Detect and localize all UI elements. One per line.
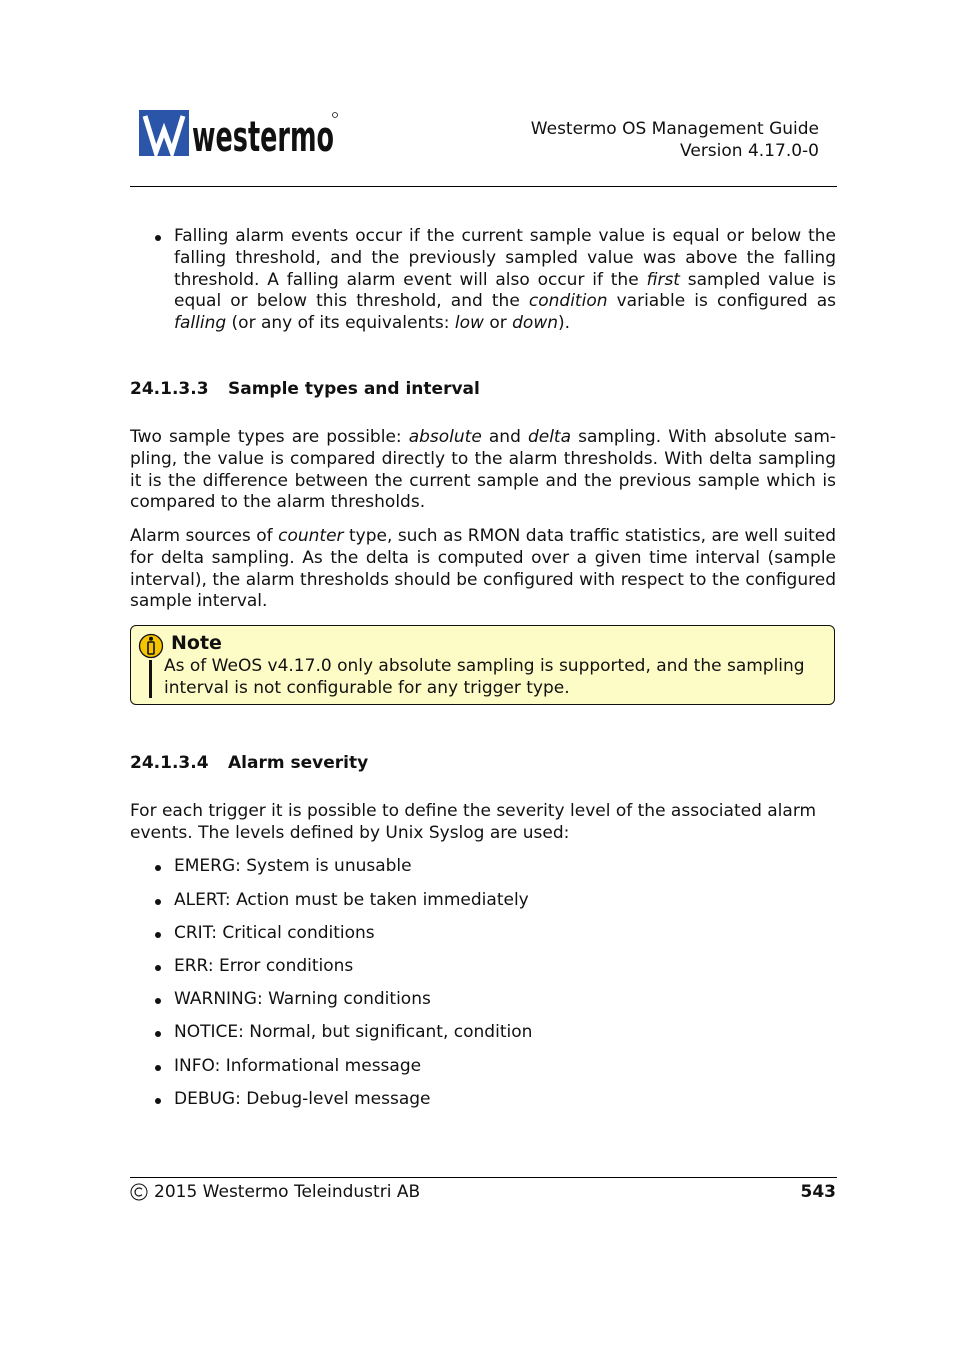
bullet-dot [155, 865, 163, 873]
list-item: CRIT: Critical conditions [174, 923, 375, 943]
section-title: Alarm severity [228, 753, 369, 773]
sample-types-paragraph: Two sample types are possible: absolute and delta sampling. With absolute sam-pling, the value is compared directly to the alarm thresholds. With delta sampling it is the difference between the current sample and the previous sample which is compared to the alarm thresholds. [130, 427, 837, 513]
list-item: ALERT: Action must be taken immediately [174, 890, 529, 910]
bullet-dot [155, 1031, 163, 1039]
note-side-bar [149, 660, 152, 698]
bullet-dot [155, 998, 163, 1006]
section-title: Sample types and interval [228, 379, 480, 399]
falling-alarm-paragraph: Falling alarm events occur if the current sample value is equal or below the falling threshold, and the previously sampled value was above the falling threshold. A falling alarm event will also occur if the first sampled value is equal or below this threshold, and the condition variable is configured as falling (or any of its equivalents: low or down). [174, 226, 837, 334]
list-item: INFO: Informational message [174, 1056, 422, 1076]
guide-version: Version 4.17.0-0 [680, 141, 819, 161]
bullet-dot [155, 1065, 163, 1073]
section-heading-alarm-severity [130, 753, 368, 773]
footer-divider [130, 1177, 837, 1178]
guide-title: Westermo OS Management Guide [530, 119, 819, 139]
list-item: EMERG: System is unusable [174, 856, 412, 876]
severity-intro-paragraph: For each trigger it is possible to define the severity level of the associated alarm events. The levels defined by Unix Syslog are used: [130, 801, 817, 843]
section-heading-sample-types [130, 379, 480, 399]
counter-sources-paragraph: Alarm sources of counter type, such as RMON data traffic statistics, are well suited for delta sampling. As the delta is computed over a given time interval (sample interval), the alarm thresholds should be configured with respect to the configured sample interval. [130, 526, 837, 612]
list-item: NOTICE: Normal, but significant, condition [174, 1022, 533, 1042]
header-divider [130, 186, 837, 187]
page-number: 543 [800, 1182, 836, 1202]
list-item: WARNING: Warning conditions [174, 989, 431, 1009]
copyright-icon [130, 1183, 148, 1201]
bullet-dot [155, 235, 163, 243]
bullet-dot [155, 1098, 163, 1106]
info-icon [138, 633, 164, 659]
document-header [531, 118, 819, 162]
note-body: As of WeOS v4.17.0 only absolute sampling is supported, and the sampling interval is not configurable for any trigger type. [164, 656, 805, 698]
section-number: 24.1.3.3 [130, 379, 209, 399]
bullet-dot [155, 965, 163, 973]
bullet-dot [155, 932, 163, 940]
footer-copyright [130, 1182, 420, 1202]
westermo-logo [139, 108, 339, 161]
section-number: 24.1.3.4 [130, 753, 209, 773]
list-item: DEBUG: Debug-level message [174, 1089, 431, 1109]
copyright-text: 2015 Westermo Teleindustri AB [154, 1182, 421, 1202]
list-item: ERR: Error conditions [174, 956, 354, 976]
note-title: Note [171, 632, 222, 654]
svg-text:westermo: westermo [192, 112, 334, 161]
bullet-dot [155, 899, 163, 907]
note-box [130, 625, 835, 705]
